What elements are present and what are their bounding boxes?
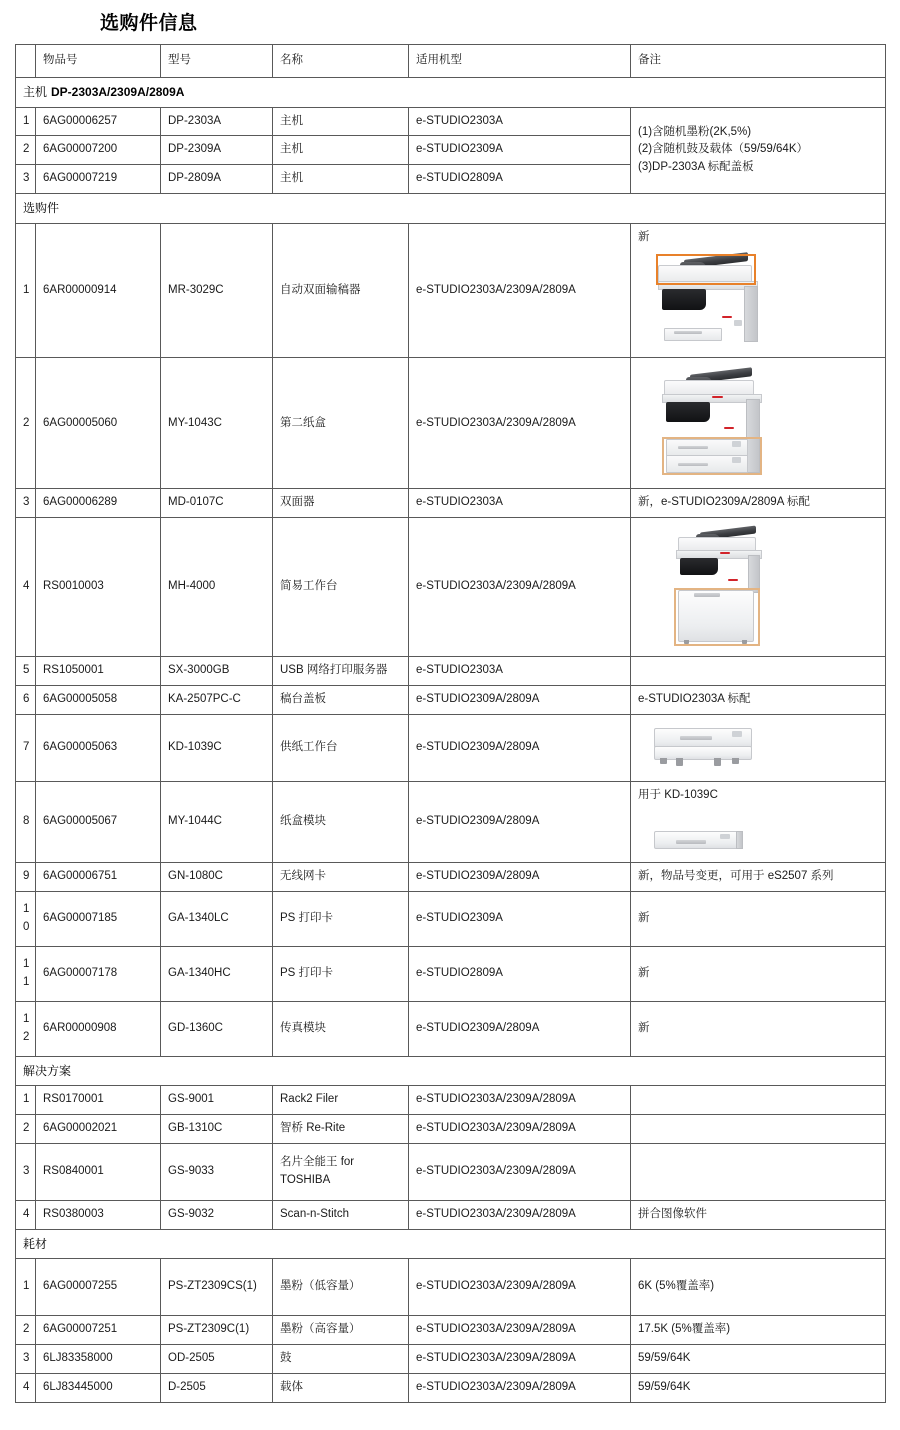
row-item-no: RS1050001: [36, 657, 161, 686]
table-row: [16, 714, 886, 781]
row-machine: e-STUDIO2303A/2309A/2809A: [409, 358, 631, 489]
row-remark: [631, 781, 886, 862]
row-machine: e-STUDIO2309A/2809A: [409, 686, 631, 715]
row-item-no: 6AG00002021: [36, 1114, 161, 1143]
row-index: 8: [16, 781, 36, 862]
row-machine: e-STUDIO2309A/2809A: [409, 714, 631, 781]
row-name: 鼓: [273, 1344, 409, 1373]
row-name: 主机: [273, 107, 409, 136]
row-index: 10: [16, 891, 36, 946]
row-item-no: 6AG00005063: [36, 714, 161, 781]
row-machine: e-STUDIO2309A/2809A: [409, 1001, 631, 1056]
row-model: GS-9033: [161, 1143, 273, 1200]
table-row: [16, 358, 886, 489]
row-machine: e-STUDIO2809A: [409, 946, 631, 1001]
row-machine: e-STUDIO2303A/2309A/2809A: [409, 223, 631, 358]
table-header-row: [16, 45, 886, 78]
section-title-consumables: 耗材: [16, 1229, 886, 1259]
column-header-name: 名称: [273, 45, 409, 78]
table-row: [16, 1086, 886, 1115]
row-item-no: 6AG00007255: [36, 1259, 161, 1316]
row-item-no: 6LJ83445000: [36, 1373, 161, 1402]
table-row: [16, 1114, 886, 1143]
row-model: DP-2309A: [161, 136, 273, 165]
row-remark: [631, 1143, 886, 1200]
row-model: GA-1340LC: [161, 891, 273, 946]
section-header-options: [16, 194, 886, 224]
row-machine: e-STUDIO2303A/2309A/2809A: [409, 1344, 631, 1373]
table-row: [16, 223, 886, 358]
table-row: [16, 1316, 886, 1345]
row-index: 1: [16, 1259, 36, 1316]
row-name: 主机: [273, 165, 409, 194]
row-remark: 新，e-STUDIO2309A/2809A 标配: [631, 489, 886, 518]
row-index: 6: [16, 686, 36, 715]
section-title-host: [16, 78, 886, 108]
row-name: PS 打印卡: [273, 891, 409, 946]
row-model: GD-1360C: [161, 1001, 273, 1056]
row-index: 9: [16, 862, 36, 891]
row-model: OD-2505: [161, 1344, 273, 1373]
row-remark: [631, 358, 886, 489]
section-header-solutions: [16, 1056, 886, 1086]
row-index: 2: [16, 1316, 36, 1345]
row-item-no: RS0170001: [36, 1086, 161, 1115]
row-model: KD-1039C: [161, 714, 273, 781]
remark-line-1: (1)含随机墨粉(2K,5%): [638, 125, 752, 138]
row-index: 4: [16, 1373, 36, 1402]
row-name: 简易工作台: [273, 518, 409, 657]
row-model: PS-ZT2309CS(1): [161, 1259, 273, 1316]
row-remark: 新: [631, 891, 886, 946]
row-item-no: 6AG00007185: [36, 891, 161, 946]
row-model: GB-1310C: [161, 1114, 273, 1143]
table-row: [16, 107, 886, 136]
row-remark: [631, 1086, 886, 1115]
row-item-no: RS0010003: [36, 518, 161, 657]
table-row: [16, 686, 886, 715]
row-model: DP-2809A: [161, 165, 273, 194]
row-machine: e-STUDIO2309A/2809A: [409, 781, 631, 862]
row-model: DP-2303A: [161, 107, 273, 136]
table-row: [16, 1200, 886, 1229]
table-row: [16, 1373, 886, 1402]
row-remark: e-STUDIO2303A 标配: [631, 686, 886, 715]
row-item-no: RS0840001: [36, 1143, 161, 1200]
row-name: Rack2 Filer: [273, 1086, 409, 1115]
row-remark: [631, 714, 886, 781]
row-index: 7: [16, 714, 36, 781]
row-remark: [631, 657, 886, 686]
row-model: KA-2507PC-C: [161, 686, 273, 715]
row-name: USB 网络打印服务器: [273, 657, 409, 686]
remark-text: 用于 KD-1039C: [638, 788, 718, 801]
row-model: GS-9032: [161, 1200, 273, 1229]
row-remark: 新，物品号变更，可用于 eS2507 系列: [631, 862, 886, 891]
table-row: [16, 489, 886, 518]
row-machine: e-STUDIO2303A/2309A/2809A: [409, 1114, 631, 1143]
column-header-remark: 备注: [631, 45, 886, 78]
product-image-mh-4000: [638, 527, 878, 647]
row-remark: 6K (5%覆盖率): [631, 1259, 886, 1316]
remark-line-3: (3)DP-2303A 标配盖板: [638, 161, 754, 174]
row-index: 4: [16, 1200, 36, 1229]
table-row: [16, 781, 886, 862]
row-item-no: 6AG00007178: [36, 946, 161, 1001]
row-name: 载体: [273, 1373, 409, 1402]
row-model: D-2505: [161, 1373, 273, 1402]
column-header-model: 型号: [161, 45, 273, 78]
table-row: [16, 1143, 886, 1200]
row-index: 1: [16, 223, 36, 358]
row-name: 名片全能王 for TOSHIBA: [273, 1143, 409, 1200]
row-index: 3: [16, 1344, 36, 1373]
row-item-no: 6AG00007219: [36, 165, 161, 194]
row-item-no: 6LJ83358000: [36, 1344, 161, 1373]
row-index: 3: [16, 1143, 36, 1200]
row-model: MY-1044C: [161, 781, 273, 862]
row-remark: 新: [631, 1001, 886, 1056]
section-header-host: [16, 78, 886, 108]
optional-parts-table: [15, 44, 886, 1403]
row-index: 12: [16, 1001, 36, 1056]
row-remark-merged: [631, 107, 886, 193]
section-title-options: 选购件: [16, 194, 886, 224]
row-machine: e-STUDIO2303A: [409, 489, 631, 518]
row-index: 5: [16, 657, 36, 686]
row-machine: e-STUDIO2303A/2309A/2809A: [409, 1086, 631, 1115]
row-remark: 59/59/64K: [631, 1344, 886, 1373]
table-row: [16, 1259, 886, 1316]
row-index: 2: [16, 1114, 36, 1143]
row-name: 智桥 Re-Rite: [273, 1114, 409, 1143]
row-machine: e-STUDIO2303A/2309A/2809A: [409, 1259, 631, 1316]
row-remark: 拼合图像软件: [631, 1200, 886, 1229]
remark-text: 新: [638, 230, 650, 243]
row-name: Scan-n-Stitch: [273, 1200, 409, 1229]
row-model: MR-3029C: [161, 223, 273, 358]
row-name: 第二纸盒: [273, 358, 409, 489]
row-item-no: 6AR00000914: [36, 223, 161, 358]
section-subtitle-text: DP-2303A/2309A/2809A: [51, 85, 185, 99]
table-row: [16, 1344, 886, 1373]
row-item-no: RS0380003: [36, 1200, 161, 1229]
row-name: 供纸工作台: [273, 714, 409, 781]
remark-line-2: (2)含随机鼓及载体（59/59/64K）: [638, 143, 808, 156]
row-item-no: 6AG00005060: [36, 358, 161, 489]
row-index: 3: [16, 165, 36, 194]
row-name: 主机: [273, 136, 409, 165]
section-header-consumables: [16, 1229, 886, 1259]
row-machine: e-STUDIO2303A/2309A/2809A: [409, 1143, 631, 1200]
column-header-item-no: 物品号: [36, 45, 161, 78]
table-row: [16, 862, 886, 891]
column-header-index: [16, 45, 36, 78]
table-row: [16, 946, 886, 1001]
table-row: [16, 891, 886, 946]
row-item-no: 6AG00006751: [36, 862, 161, 891]
row-index: 3: [16, 489, 36, 518]
row-name: 双面器: [273, 489, 409, 518]
row-item-no: 6AG00006289: [36, 489, 161, 518]
row-name: 无线网卡: [273, 862, 409, 891]
table-row: [16, 518, 886, 657]
row-item-no: 6AG00007251: [36, 1316, 161, 1345]
row-name: 传真模块: [273, 1001, 409, 1056]
product-image-my-1044c: [638, 827, 878, 853]
row-item-no: 6AG00005058: [36, 686, 161, 715]
row-remark: [631, 223, 886, 358]
row-model: PS-ZT2309C(1): [161, 1316, 273, 1345]
section-title-text: 主机: [23, 85, 48, 99]
row-machine: e-STUDIO2303A/2309A/2809A: [409, 518, 631, 657]
product-image-kd-1039c: [638, 724, 878, 772]
product-image-my-1043c: [638, 367, 878, 479]
row-model: GS-9001: [161, 1086, 273, 1115]
row-machine: e-STUDIO2309A: [409, 891, 631, 946]
row-model: MY-1043C: [161, 358, 273, 489]
row-remark: [631, 518, 886, 657]
table-row: [16, 657, 886, 686]
row-machine: e-STUDIO2303A/2309A/2809A: [409, 1316, 631, 1345]
row-model: MD-0107C: [161, 489, 273, 518]
row-item-no: 6AG00007200: [36, 136, 161, 165]
row-name: 自动双面输稿器: [273, 223, 409, 358]
row-index: 11: [16, 946, 36, 1001]
page-title: 选购件信息: [100, 13, 198, 34]
section-title-solutions: 解决方案: [16, 1056, 886, 1086]
row-model: GN-1080C: [161, 862, 273, 891]
row-machine: e-STUDIO2809A: [409, 165, 631, 194]
row-machine: e-STUDIO2309A/2809A: [409, 862, 631, 891]
row-item-no: 6AR00000908: [36, 1001, 161, 1056]
row-machine: e-STUDIO2303A: [409, 657, 631, 686]
row-machine: e-STUDIO2309A: [409, 136, 631, 165]
column-header-machine: 适用机型: [409, 45, 631, 78]
row-remark: [631, 1114, 886, 1143]
row-remark: 59/59/64K: [631, 1373, 886, 1402]
row-index: 2: [16, 358, 36, 489]
row-index: 1: [16, 107, 36, 136]
table-row: [16, 1001, 886, 1056]
row-model: GA-1340HC: [161, 946, 273, 1001]
product-image-mr-3029c: [638, 250, 878, 348]
row-index: 1: [16, 1086, 36, 1115]
row-name: 稿台盖板: [273, 686, 409, 715]
row-name: 墨粉（高容量）: [273, 1316, 409, 1345]
row-machine: e-STUDIO2303A/2309A/2809A: [409, 1200, 631, 1229]
row-index: 2: [16, 136, 36, 165]
row-remark: 17.5K (5%覆盖率): [631, 1316, 886, 1345]
row-model: MH-4000: [161, 518, 273, 657]
row-item-no: 6AG00005067: [36, 781, 161, 862]
row-model: SX-3000GB: [161, 657, 273, 686]
row-name: 墨粉（低容量）: [273, 1259, 409, 1316]
row-machine: e-STUDIO2303A/2309A/2809A: [409, 1373, 631, 1402]
row-name: PS 打印卡: [273, 946, 409, 1001]
row-machine: e-STUDIO2303A: [409, 107, 631, 136]
row-remark: 新: [631, 946, 886, 1001]
row-index: 4: [16, 518, 36, 657]
row-item-no: 6AG00006257: [36, 107, 161, 136]
row-name: 纸盒模块: [273, 781, 409, 862]
